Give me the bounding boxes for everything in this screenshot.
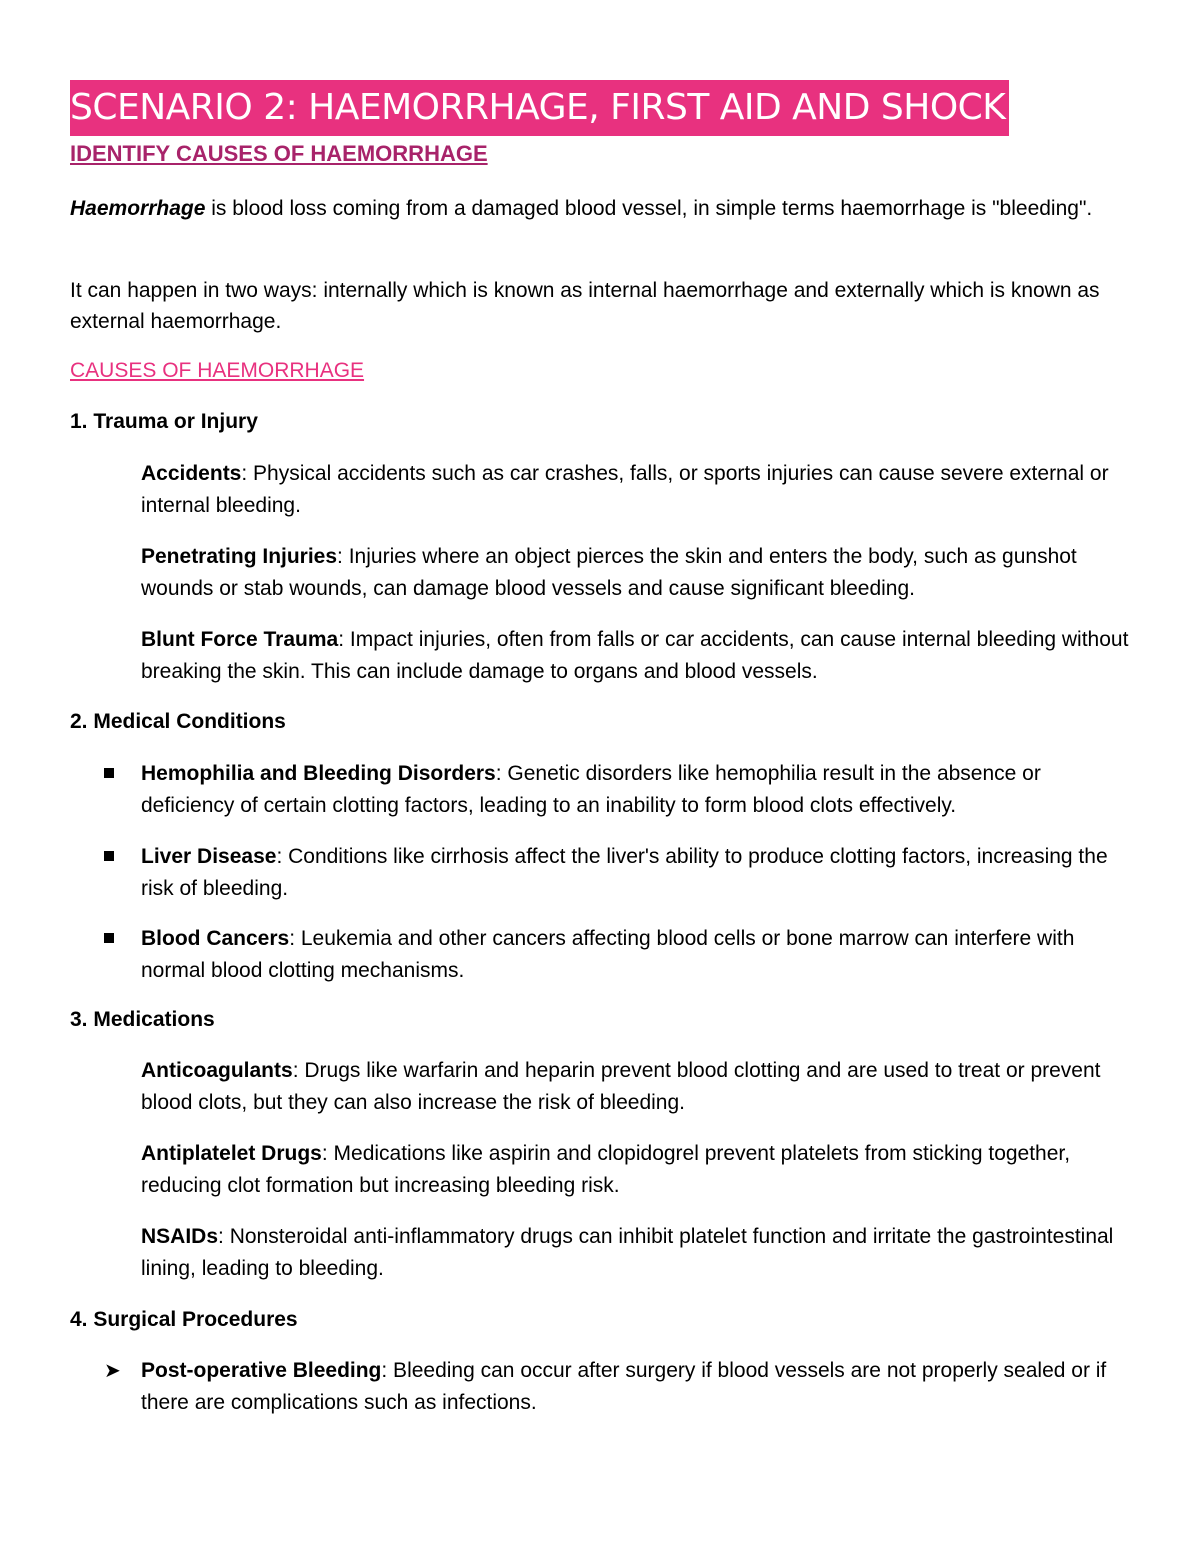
intro-definition-paragraph (70, 193, 1130, 224)
item-term: Antiplatelet Drugs (141, 1142, 322, 1165)
item-text: : Medications like aspirin and clopidogrel prevent platelets from sticking together, reducing clot formation but increasing bleeding risk. (141, 1142, 1071, 1197)
item-text: : Nonsteroidal anti-inflammatory drugs can inhibit platelet function and irritate the gastrointestinal lining, leading to bleeding. (141, 1225, 1114, 1280)
cause-item-accidents (141, 458, 1131, 522)
item-term: Penetrating Injuries (141, 545, 338, 568)
cause-item-blunt-force-trauma (141, 624, 1131, 688)
cause-heading-medical-conditions: 2. Medical Conditions (70, 710, 286, 733)
cause-item-post-operative-bleeding (141, 1355, 1131, 1419)
item-text: : Bleeding can occur after surgery if blood vessels are not properly sealed or if there are complications such as infections. (141, 1359, 1107, 1414)
haemorrhage-term: Haemorrhage (70, 197, 206, 220)
cause-heading-medications: 3. Medications (70, 1008, 215, 1031)
haemorrhage-definition: is blood loss coming from a damaged blood vessel, in simple terms haemorrhage is "bleeding". (205, 197, 1093, 220)
cause-heading-surgical-procedures: 4. Surgical Procedures (70, 1308, 298, 1331)
cause-heading-trauma: 1. Trauma or Injury (70, 410, 258, 433)
item-text: : Physical accidents such as car crashes, falls, or sports injuries can cause severe external or internal bleeding. (141, 462, 1109, 517)
cause-item-liver-disease (141, 841, 1131, 905)
document-title: SCENARIO 2: HAEMORRHAGE, FIRST AID AND SHOCK (70, 80, 1009, 136)
item-text: : Drugs like warfarin and heparin prevent blood clotting and are used to treat or prevent blood clots, but they can also increase the risk of bleeding. (141, 1059, 1101, 1114)
item-term: Anticoagulants (141, 1059, 293, 1082)
arrow-bullet-icon: ➤ (104, 1360, 121, 1382)
item-term: NSAIDs (141, 1225, 219, 1248)
cause-item-penetrating-injuries (141, 541, 1131, 605)
cause-item-hemophilia (141, 758, 1131, 822)
item-term: Post-operative Bleeding (141, 1359, 382, 1382)
square-bullet-icon (104, 851, 114, 861)
section-heading-causes: CAUSES OF HAEMORRHAGE (70, 359, 365, 382)
item-text: : Impact injuries, often from falls or car accidents, can cause internal bleeding without breaking the skin. This can include damage to organs and blood vessels. (141, 628, 1129, 683)
cause-item-blood-cancers (141, 923, 1131, 987)
item-text: : Genetic disorders like hemophilia result in the absence or deficiency of certain clotting factors, leading to an inability to form blood clots effectively. (141, 762, 1041, 817)
item-term: Accidents (141, 462, 242, 485)
item-text: : Leukemia and other cancers affecting blood cells or bone marrow can interfere with normal blood clotting mechanisms. (141, 927, 1075, 982)
cause-item-nsaids (141, 1221, 1131, 1285)
item-term: Hemophilia and Bleeding Disorders (141, 762, 496, 785)
item-term: Liver Disease (141, 845, 277, 868)
item-text: : Injuries where an object pierces the skin and enters the body, such as gunshot wounds or stab wounds, can damage blood vessels and cause significant bleeding. (141, 545, 1077, 600)
cause-item-antiplatelet-drugs (141, 1138, 1131, 1202)
item-term: Blunt Force Trauma (141, 628, 339, 651)
square-bullet-icon (104, 768, 114, 778)
item-text: : Conditions like cirrhosis affect the liver's ability to produce clotting factors, increasing the risk of bleeding. (141, 845, 1108, 900)
item-term: Blood Cancers (141, 927, 290, 950)
square-bullet-icon (104, 933, 114, 943)
intro-ways-paragraph: It can happen in two ways: internally which is known as internal haemorrhage and externally which is known as external haemorrhage. (70, 279, 1100, 333)
section-heading-identify-causes: IDENTIFY CAUSES OF HAEMORRHAGE (70, 141, 488, 166)
cause-item-anticoagulants (141, 1055, 1131, 1119)
